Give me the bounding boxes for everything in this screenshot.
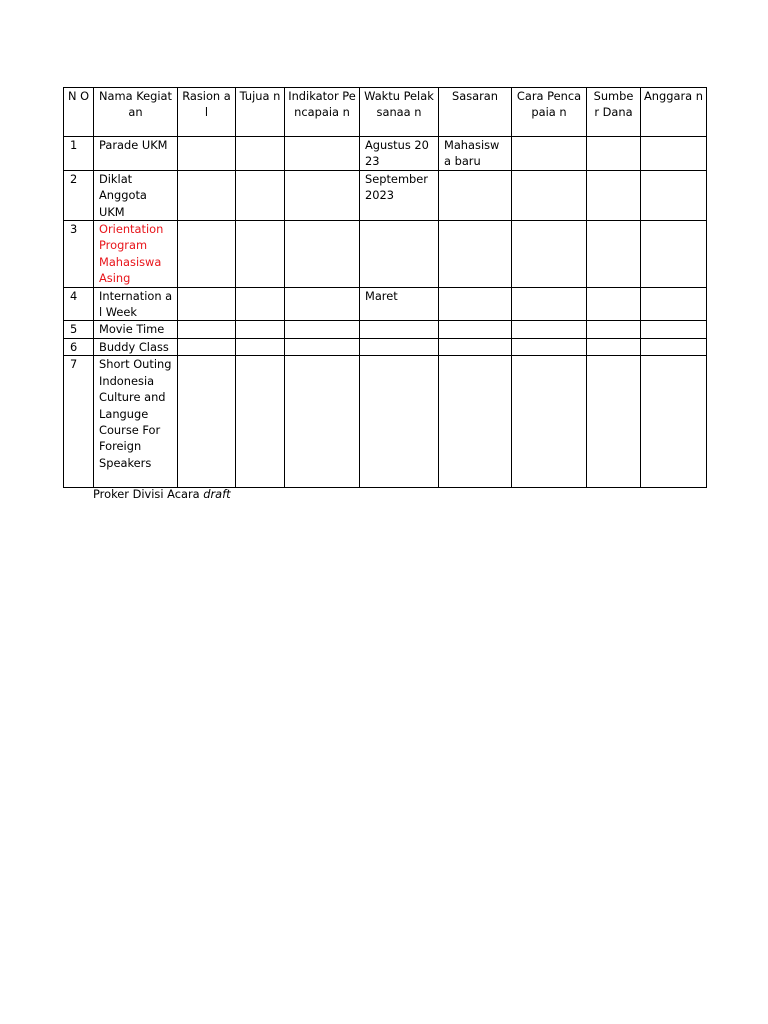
- cell-sasaran: [439, 221, 512, 288]
- cell-sumber: [587, 221, 641, 288]
- cell-anggaran: [641, 287, 707, 321]
- table-row: [64, 137, 707, 171]
- cell-no: 2: [64, 170, 94, 220]
- header-anggaran: Anggara n: [641, 88, 707, 137]
- cell-sasaran: Mahasisw a baru: [439, 137, 512, 171]
- cell-rasional: [178, 356, 236, 488]
- cell-nama-kegiatan: Parade UKM: [94, 137, 178, 171]
- cell-indikator: [285, 287, 360, 321]
- program-table: [63, 87, 707, 488]
- table-row: [64, 287, 707, 321]
- header-rasional: Rasion al: [178, 88, 236, 137]
- table-row: [64, 338, 707, 355]
- cell-waktu: Maret: [360, 287, 439, 321]
- cell-rasional: [178, 137, 236, 171]
- table-caption: [93, 486, 231, 502]
- table-row: [64, 356, 707, 488]
- cell-cara: [512, 287, 587, 321]
- cell-tujuan: [236, 170, 285, 220]
- table-row: [64, 321, 707, 338]
- cell-waktu: [360, 221, 439, 288]
- cell-sasaran: [439, 287, 512, 321]
- header-waktu-pelaksanaan: Waktu Pelaksanaa n: [360, 88, 439, 137]
- cell-tujuan: [236, 356, 285, 488]
- cell-nama-kegiatan: Orientation Program Mahasiswa Asing: [94, 221, 178, 288]
- cell-anggaran: [641, 338, 707, 355]
- cell-nama-kegiatan: Buddy Class: [94, 338, 178, 355]
- cell-waktu: [360, 321, 439, 338]
- cell-sumber: [587, 287, 641, 321]
- cell-cara: [512, 221, 587, 288]
- header-indikator-pencapaian: Indikator Pencapaia n: [285, 88, 360, 137]
- header-sumber-dana: Sumbe r Dana: [587, 88, 641, 137]
- caption-text: Proker Divisi Acara: [93, 487, 200, 501]
- cell-sumber: [587, 137, 641, 171]
- cell-tujuan: [236, 137, 285, 171]
- cell-waktu: September 2023: [360, 170, 439, 220]
- cell-no: 3: [64, 221, 94, 288]
- cell-cara: [512, 321, 587, 338]
- cell-no: 6: [64, 338, 94, 355]
- cell-no: 5: [64, 321, 94, 338]
- cell-rasional: [178, 338, 236, 355]
- cell-waktu: [360, 338, 439, 355]
- cell-indikator: [285, 221, 360, 288]
- table-row: [64, 170, 707, 220]
- cell-tujuan: [236, 221, 285, 288]
- header-no: N O: [64, 88, 94, 137]
- header-sasaran: Sasaran: [439, 88, 512, 137]
- cell-anggaran: [641, 221, 707, 288]
- header-cara-pencapaian: Cara Pencapaia n: [512, 88, 587, 137]
- cell-no: 1: [64, 137, 94, 171]
- cell-anggaran: [641, 356, 707, 488]
- cell-waktu: [360, 356, 439, 488]
- cell-anggaran: [641, 137, 707, 171]
- cell-nama-kegiatan: Diklat Anggota UKM: [94, 170, 178, 220]
- header-nama-kegiatan: Nama Kegiatan: [94, 88, 178, 137]
- cell-tujuan: [236, 321, 285, 338]
- cell-sumber: [587, 170, 641, 220]
- cell-cara: [512, 356, 587, 488]
- cell-sasaran: [439, 338, 512, 355]
- cell-cara: [512, 338, 587, 355]
- cell-anggaran: [641, 170, 707, 220]
- cell-sumber: [587, 356, 641, 488]
- cell-no: 4: [64, 287, 94, 321]
- cell-tujuan: [236, 338, 285, 355]
- cell-anggaran: [641, 321, 707, 338]
- caption-emphasis: draft: [203, 487, 231, 501]
- cell-rasional: [178, 287, 236, 321]
- cell-indikator: [285, 338, 360, 355]
- cell-sasaran: [439, 321, 512, 338]
- cell-cara: [512, 137, 587, 171]
- cell-sasaran: [439, 170, 512, 220]
- cell-indikator: [285, 356, 360, 488]
- cell-indikator: [285, 170, 360, 220]
- cell-nama-kegiatan: Short Outing Indonesia Culture and Languge Course For Foreign Speakers: [94, 356, 178, 488]
- cell-sumber: [587, 338, 641, 355]
- cell-waktu: Agustus 2023: [360, 137, 439, 171]
- cell-tujuan: [236, 287, 285, 321]
- cell-indikator: [285, 137, 360, 171]
- table-row: [64, 221, 707, 288]
- cell-rasional: [178, 221, 236, 288]
- cell-indikator: [285, 321, 360, 338]
- cell-nama-kegiatan: Movie Time: [94, 321, 178, 338]
- cell-no: 7: [64, 356, 94, 488]
- cell-cara: [512, 170, 587, 220]
- cell-sasaran: [439, 356, 512, 488]
- cell-nama-kegiatan: Internation al Week: [94, 287, 178, 321]
- cell-sumber: [587, 321, 641, 338]
- header-tujuan: Tujua n: [236, 88, 285, 137]
- cell-rasional: [178, 321, 236, 338]
- table-header-row: [64, 88, 707, 137]
- cell-rasional: [178, 170, 236, 220]
